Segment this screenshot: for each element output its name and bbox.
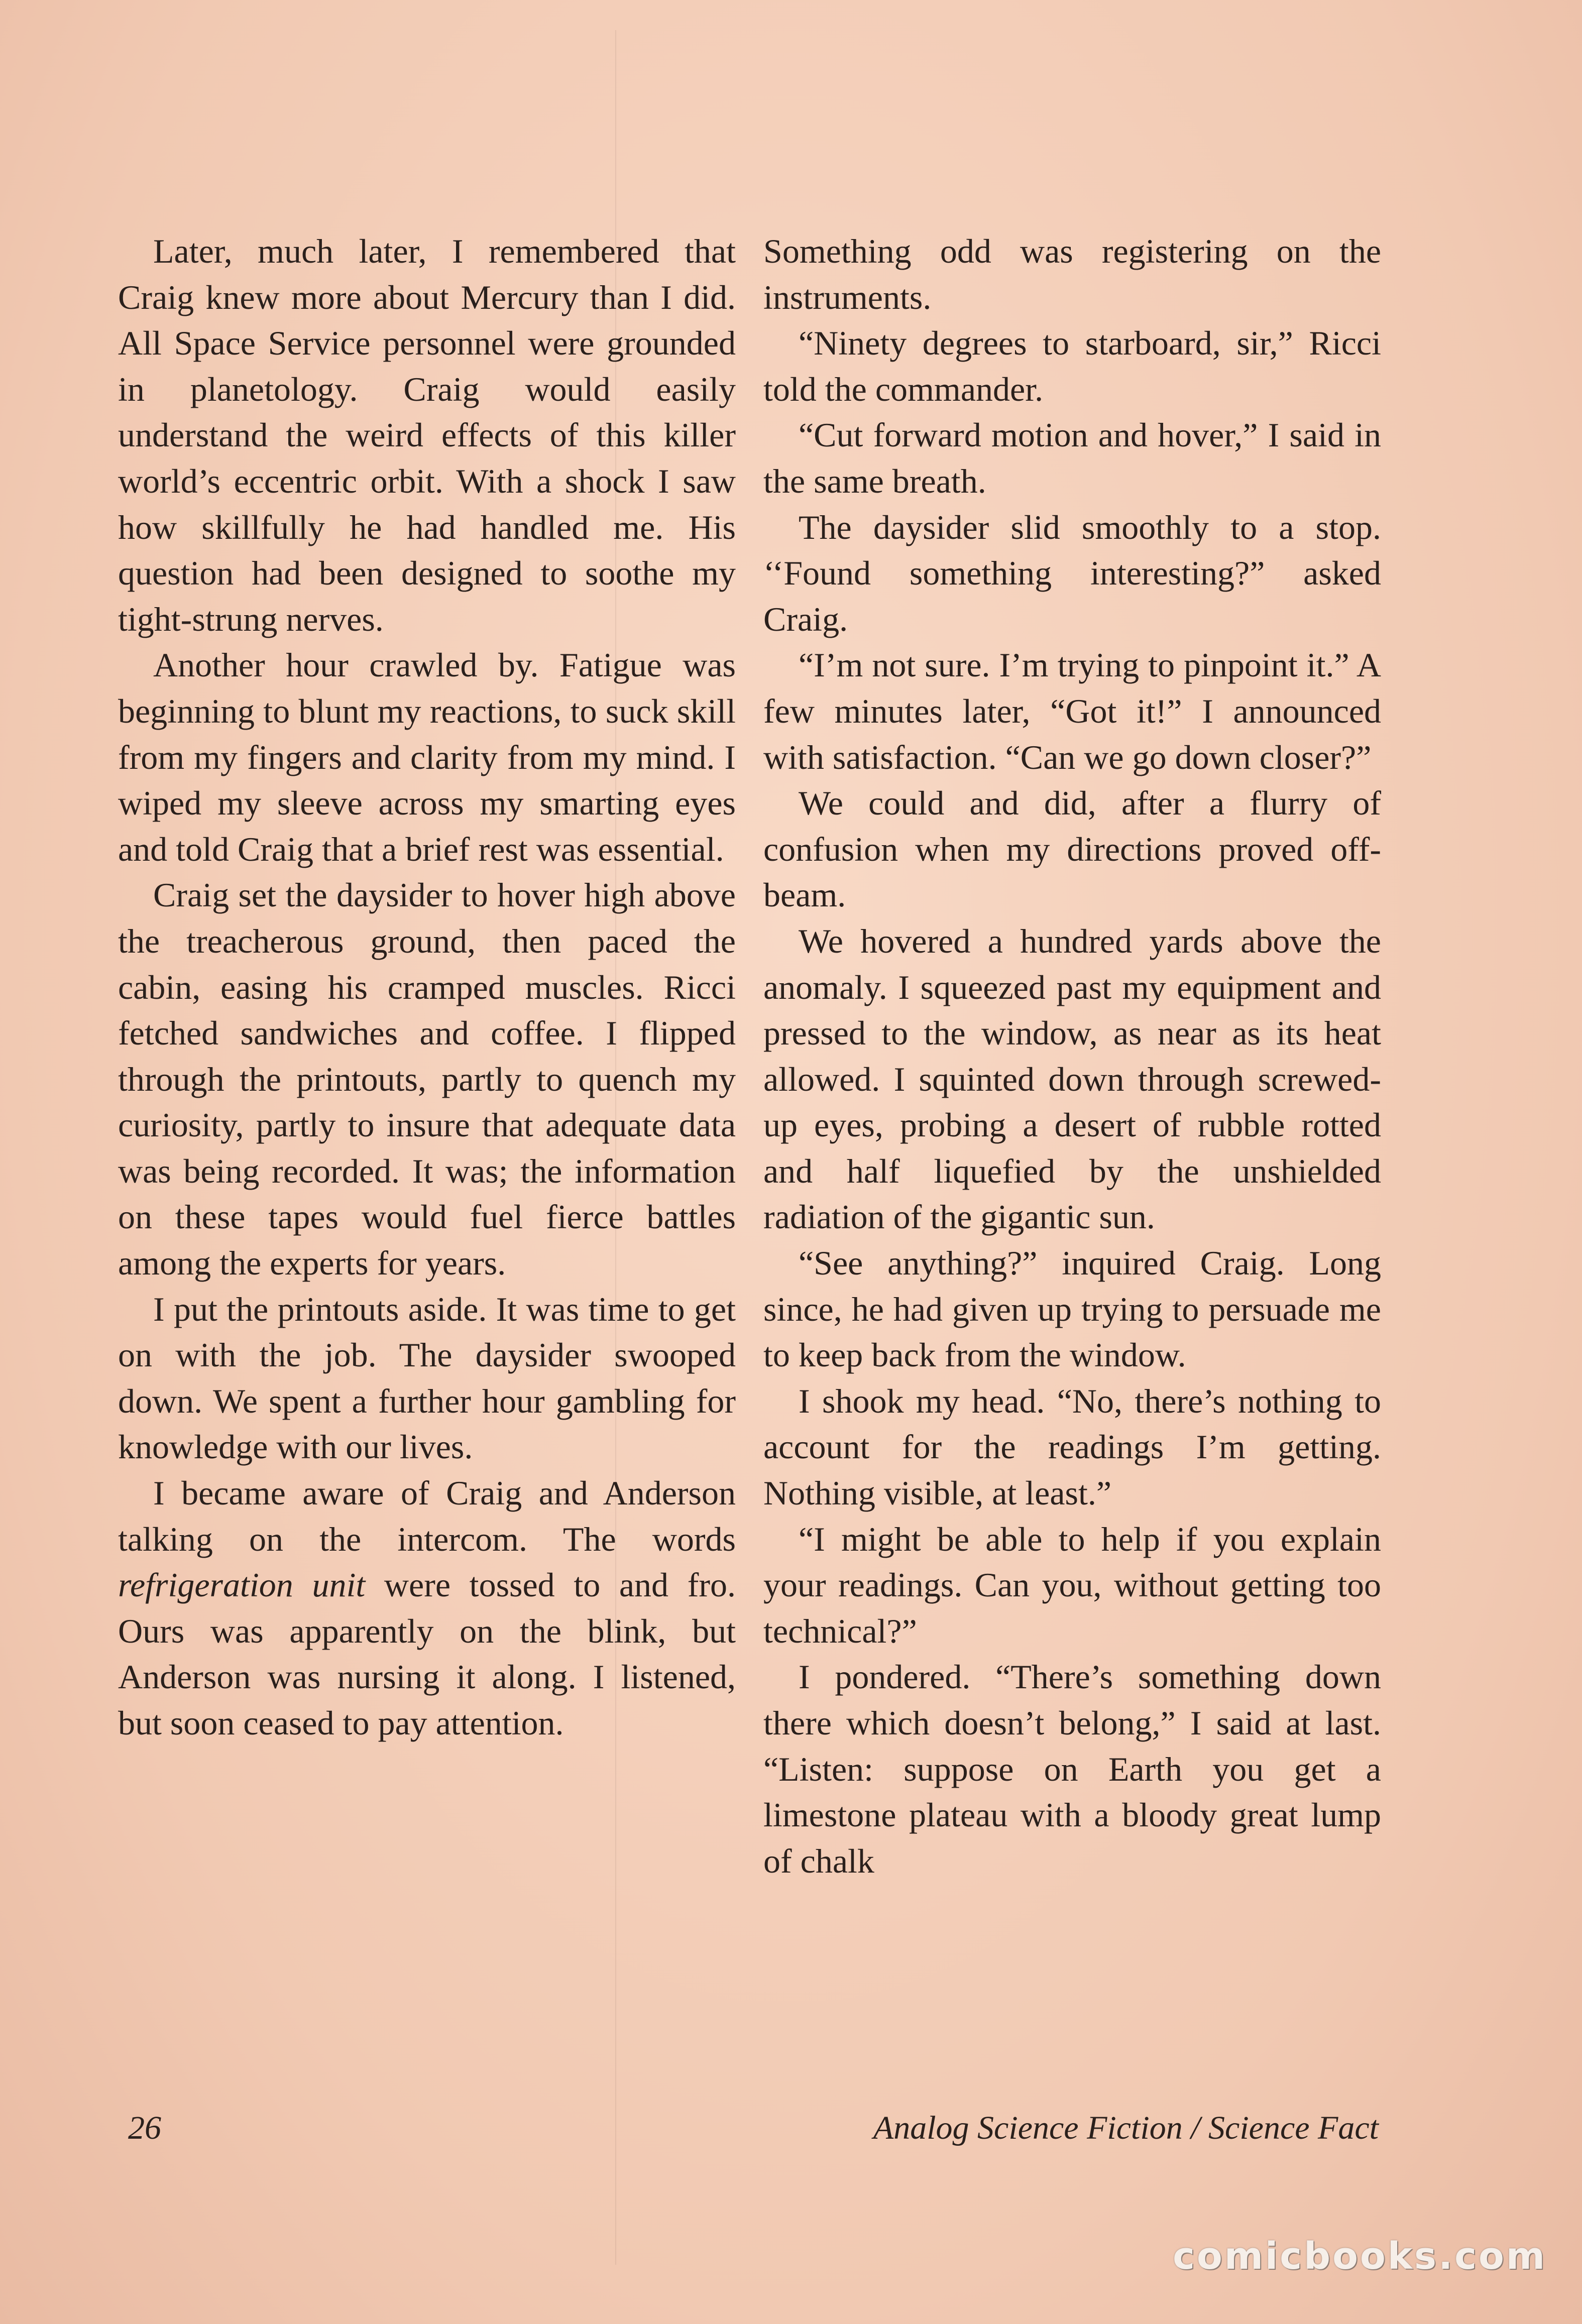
paragraph: I shook my head. “No, there’s nothing to account for the readings I’m getting. Nothing visible, at least.” bbox=[763, 1381, 1381, 1513]
paragraph: Later, much later, I remembered that Craig knew more about Mercury than I did. All Space Service personnel were grounded in planetology. Craig would easily understand the weird effects of this killer world’s eccentric orbit. With a shock I saw how skillfully he had handled me. His question had been designed to soothe my tight-strung nerves. bbox=[118, 232, 736, 638]
left-column bbox=[118, 228, 736, 1747]
watermark: comicbooks.com bbox=[1173, 2235, 1547, 2278]
text-run: were tossed to and fro. Ours was apparently on the blink, but Anderson was nursing it along. I listened, but soon ceased to pay attention. bbox=[118, 1566, 736, 1742]
paragraph bbox=[118, 1470, 736, 1747]
paragraph: “I’m not sure. I’m trying to pinpoint it.” A few minutes later, “Got it!” I announced with satisfaction. “Can we go down closer?” bbox=[763, 646, 1381, 776]
running-title: Analog Science Fiction / Science Fact bbox=[873, 2110, 1379, 2146]
paragraph: We could and did, after a flurry of confusion when my directions proved off-beam. bbox=[763, 784, 1381, 914]
page-number: 26 bbox=[128, 2110, 161, 2146]
paragraph-continued: Something odd was registering on the instruments. bbox=[763, 232, 1381, 316]
paragraph: Craig set the daysider to hover high above the treacherous ground, then paced the cabin, easing his cramped muscles. Ricci fetched sandwiches and coffee. I flipped through the printouts, partly to quench my curiosity, partly to insure that adequate data was being recorded. It was; the information on these tapes would fuel fierce battles among the experts for years. bbox=[118, 876, 736, 1283]
paragraph: “See anything?” inquired Craig. Long since, he had given up trying to persuade me to keep back from the window. bbox=[763, 1244, 1381, 1374]
paragraph: We hovered a hundred yards above the anomaly. I squeezed past my equipment and pressed to the window, as near as its heat allowed. I squinted down through screwed-up eyes, probing a desert of rubble rotted and half liquefied by the unshielded radiation of the gigantic sun. bbox=[763, 921, 1381, 1236]
paragraph: I pondered. “There’s something down there which doesn’t belong,” I said at last. “Listen: suppose on Earth you get a limestone plateau with a bloody great lump of chalk bbox=[763, 1658, 1381, 1880]
paragraph: The daysider slid smoothly to a stop. ‘‘Found something interesting?” asked Craig. bbox=[763, 508, 1381, 638]
paragraph: I put the printouts aside. It was time to get on with the job. The daysider swooped down. We spent a further hour gambling for knowledge with our lives. bbox=[118, 1290, 736, 1466]
emphasis: refrigeration unit bbox=[118, 1566, 366, 1604]
paragraph: “Ninety degrees to starboard, sir,” Ricci told the commander. bbox=[763, 324, 1381, 408]
paragraph: “I might be able to help if you explain your readings. Can you, without getting too technical?” bbox=[763, 1520, 1381, 1650]
text-run: I became aware of Craig and Anderson talking on the intercom. The words bbox=[118, 1474, 736, 1558]
right-column bbox=[763, 228, 1381, 1884]
paragraph: Another hour crawled by. Fatigue was beginning to blunt my reactions, to suck skill from my fingers and clarity from my mind. I wiped my sleeve across my smarting eyes and told Craig that a brief rest was essential. bbox=[118, 646, 736, 868]
paragraph: “Cut forward motion and hover,” I said in the same breath. bbox=[763, 416, 1381, 500]
